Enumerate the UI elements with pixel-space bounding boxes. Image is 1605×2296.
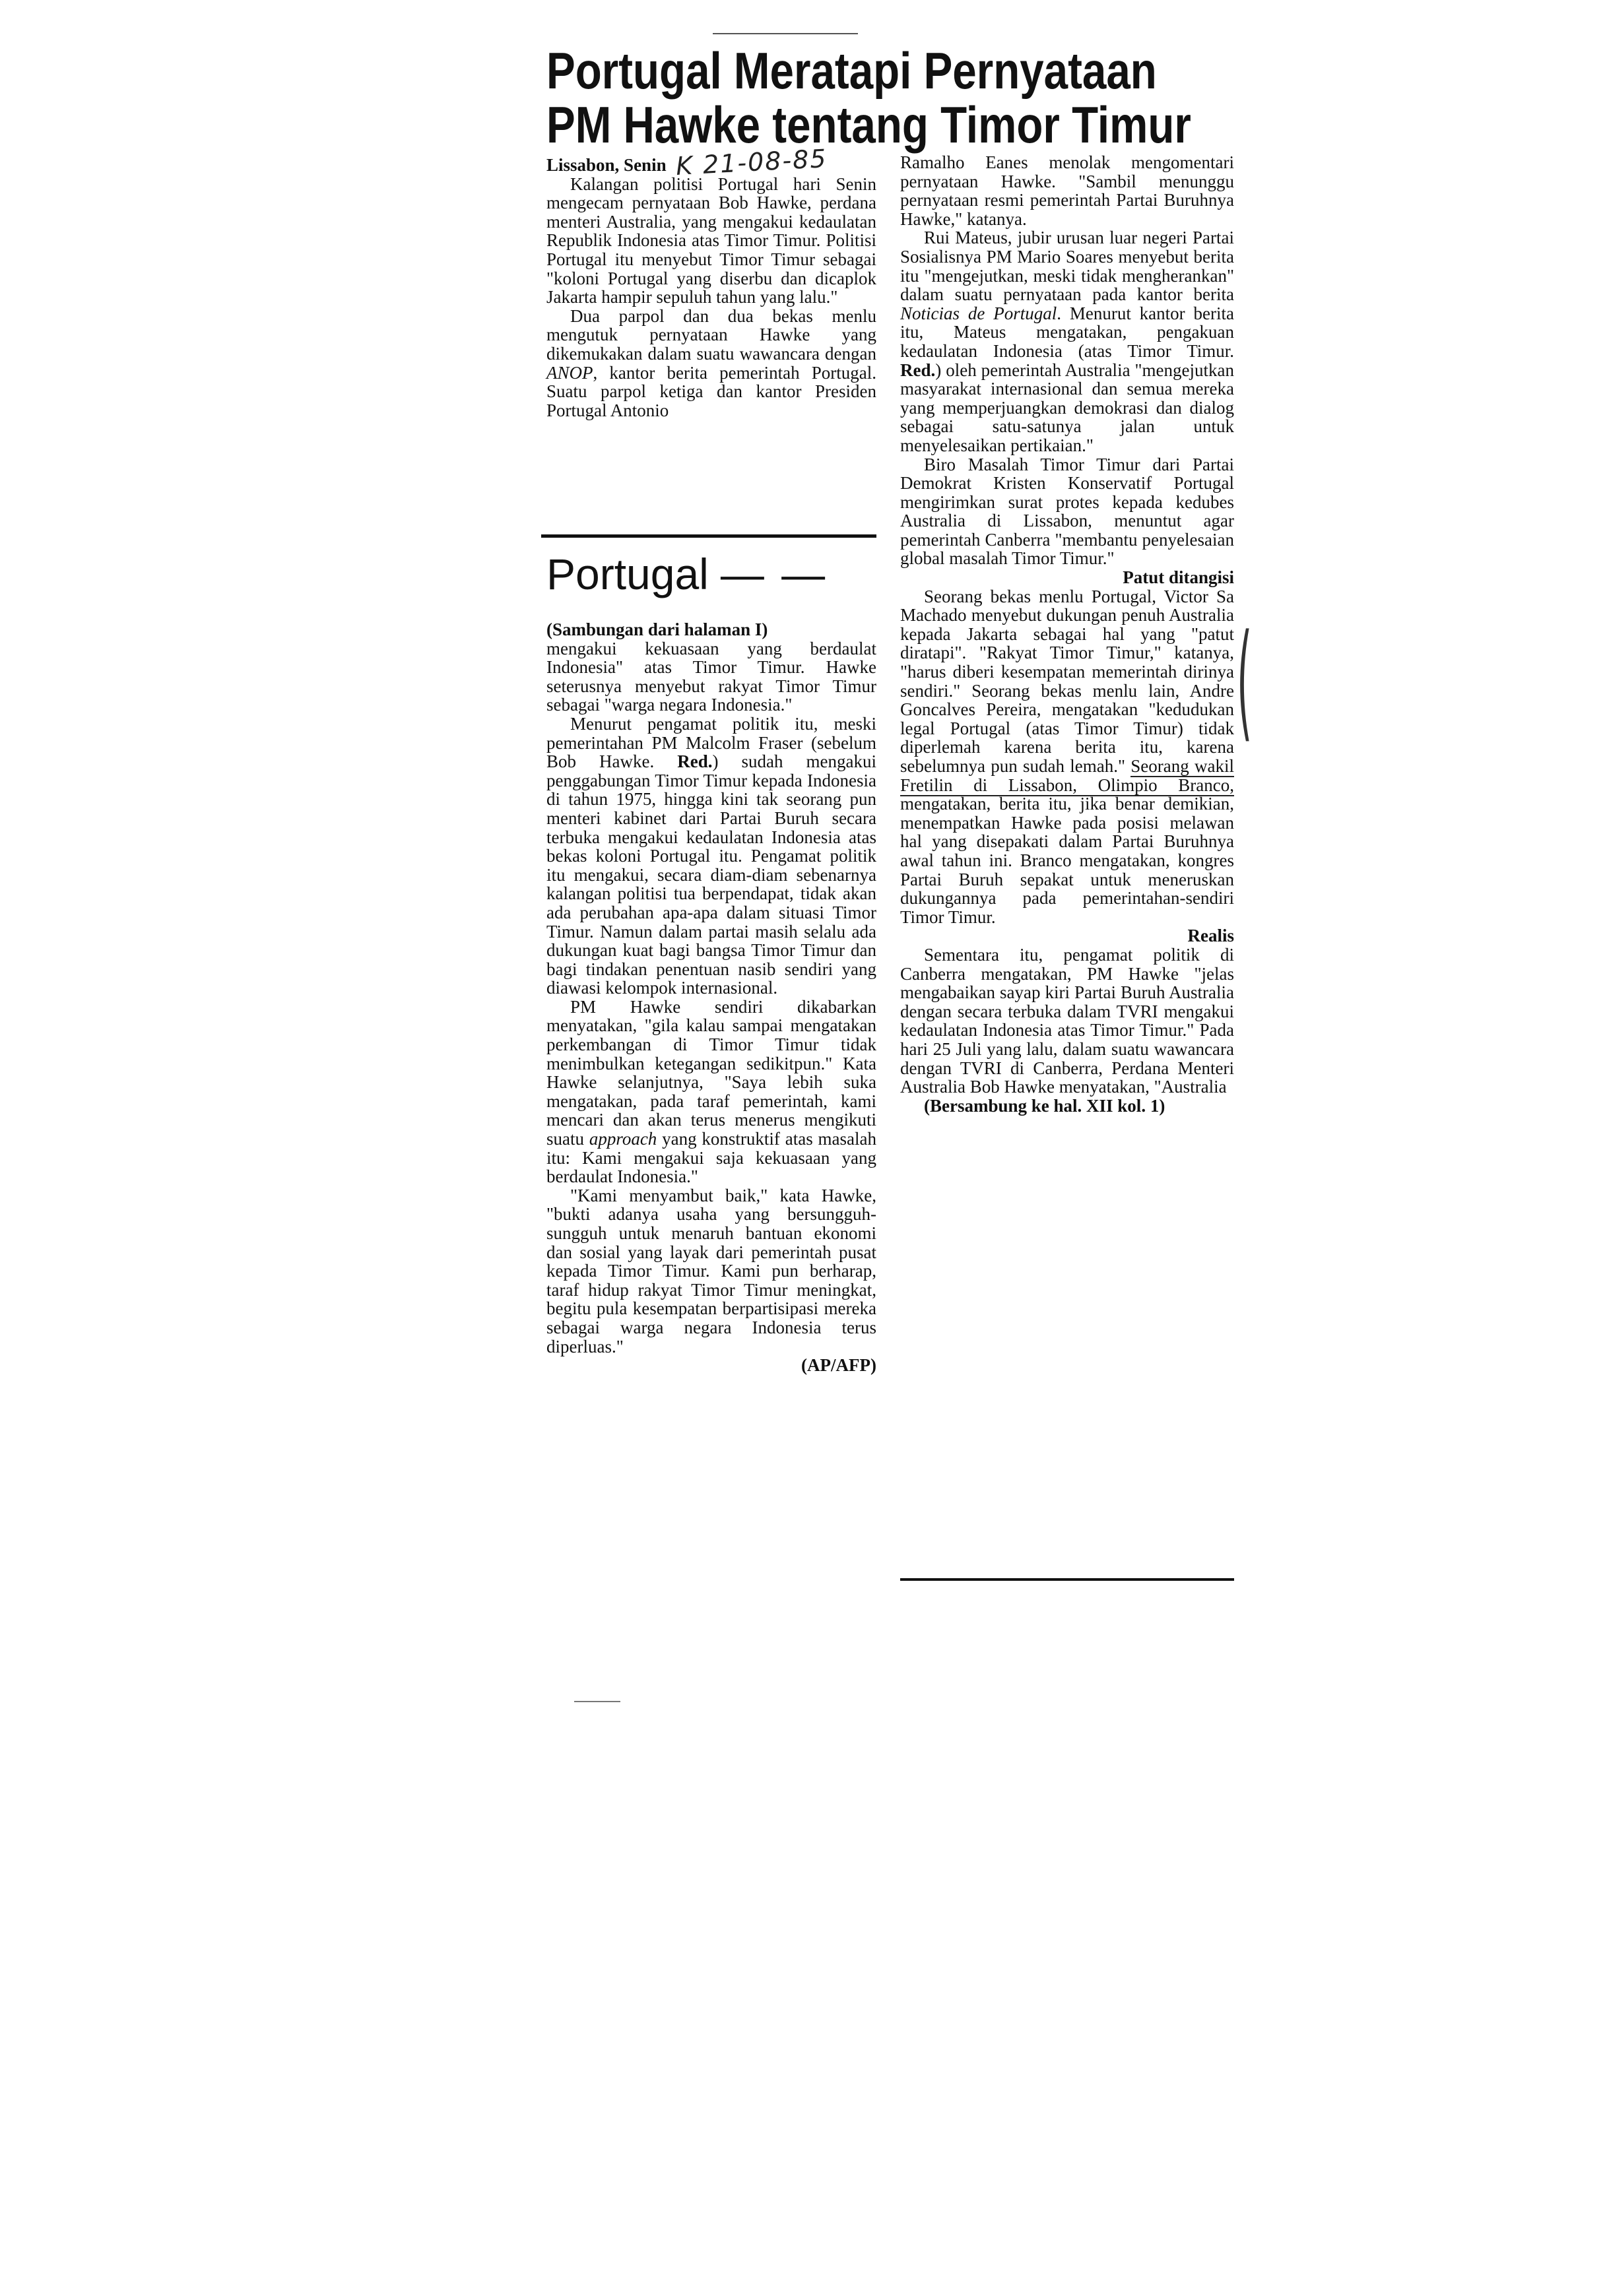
continuation-column [546,620,876,1375]
underlined-text: Seorang wakil Fretilin di Lissabon, Olimpio Branco, [900,756,1234,795]
paragraph: Kalangan politisi Portugal hari Senin mengecam pernyataan Bob Hawke, perdana menteri Australia, yang mengakui kedaulatan Republik Indonesia atas Timor Timur. Politisi Portugal itu menyebut Timor Timur sebagai "koloni Portugal yang diserbu dan dicaplok Jakarta hampir sepuluh tahun yang lalu." [546,174,876,307]
text-run: mengatakan, berita itu, jika benar demikian, menempatkan Hawke pada posisi melawan hal yang disepakati dalam Partai Buruhnya awal tahun ini. Branco mengatakan, kongres Partai Buruh sepakat untuk meneruskan dukungannya pada pemerintahan-sendiri Timor Timur. [900,794,1234,927]
handwritten-date: K 21-08-85 [675,144,828,181]
text-run: PM Hawke sendiri dikabarkan menyatakan, "gila kalau sampai mengatakan perkembangan di Timor Timur tidak menimbulkan ketegangan sedikitpun." Kata Hawke selanjutnya, "Saya lebih suka mengatakan, pada taraf pemerintah, kami mencari dan akan terus menerus mengikuti suatu [546,996,876,1149]
paragraph [900,587,1234,927]
italic-text: approach [589,1129,657,1149]
headline [546,42,1191,154]
paragraph [900,228,1234,455]
credit: (AP/AFP) [801,1355,876,1376]
continued-note: (Bersambung ke hal. XII kol. 1) [924,1095,1165,1116]
bold-text: Red. [677,751,713,772]
text-run: . Menurut kantor berita itu, Mateus mengatakan, pengakuan kedaulatan Indonesia (atas Timor Timur. [900,303,1234,361]
paragraph: Ramalho Eanes menolak mengomentari pernyataan Hawke. "Sambil menunggu pernyataan resmi pemerintah Partai Buruhnya Hawke," katanya. [900,152,1234,229]
end-stub-mark [574,1701,620,1702]
bottom-rule [900,1578,1234,1581]
dateline-paragraph [546,144,876,181]
text-run: Menurut pengamat politik itu, meski pemerintahan PM Malcolm Fraser (sebelum Bob Hawke. [546,713,876,772]
section-divider [541,534,876,538]
subheading: Patut ditangisi [1123,567,1234,588]
margin-brace-mark: ( [1237,608,1253,756]
subheading: Realis [1187,926,1234,946]
column-2 [900,153,1234,1115]
text-run: yang konstruktif atas masalah itu: Kami mengakui saja kekuasaan yang berdaulat Indonesia." [546,1129,876,1187]
text-run: Dua parpol dan dua bekas menlu mengutuk pernyataan Hawke yang dikemukakan dalam suatu wawancara dengan [546,305,876,364]
headline-line-1: Portugal Meratapi Pernyataan [546,42,1157,100]
italic-text: ANOP [546,362,593,383]
text-run: , kantor berita pemerintah Portugal. Suatu parpol ketiga dan kantor Presiden Portugal Antonio [546,362,876,420]
paragraph: "Kami menyambut baik," kata Hawke, "bukti adanya usaha yang bersungguh-sungguh untuk menaruh bantuan ekonomi dan sosial yang layak dari pemerintah pusat kepada Timor Timur. Kami pun berharap, taraf hidup rakyat Timor Timur meningkat, begitu pula kesempatan berpartisipasi mereka sebagai warga negara Indonesia terus diperluas." [546,1185,876,1356]
continuation-heading [546,548,828,600]
continuation-source: (Sambungan dari halaman I) [546,620,768,639]
text-run: Seorang bekas menlu Portugal, Victor Sa Machado menyebut dukungan penuh Australia kepada Jakarta sebagai hal yang "patut diratapi". "Rakyat Timor Timur," katanya, "harus diberi kesempatan memerintah dirinya sendiri." Seorang bekas menlu lain, Andre Goncalves Pereira, mengatakan "kedudukan legal Portugal (atas Timor Timur) tidak diperlemah karena berita itu, karena sebelumnya pun sudah lemah." [900,586,1234,776]
headline-line-2: PM Hawke tentang Timor Timur [546,96,1191,154]
text-run: ) oleh pemerintah Australia "mengejutkan masyarakat internasional dan semua mereka yang memperjuangkan demokrasi dan dialog sebagai satu-satunya jalan untuk menyelesaikan pertikaian." [900,360,1234,455]
paragraph [546,715,876,998]
continuation-title: Portugal [546,550,709,598]
paragraph: Sementara itu, pengamat politik di Canberra mengatakan, PM Hawke "jelas mengabaikan sayap kiri Partai Buruh Australia dengan secara terbuka dalam TVRI mengakui kedaulatan Indonesia atas Timor Timur." Pada hari 25 Juli yang lalu, dalam suatu wawancara dengan TVRI di Canberra, Perdana Menteri Australia Bob Hawke menyatakan, "Australia [900,944,1234,1097]
column-1 [546,144,876,420]
dateline: Lissabon, Senin [546,155,667,175]
paragraph [546,307,876,420]
text-run: ) sudah mengakui penggabungan Timor Timur kepada Indonesia di tahun 1975, hingga kini tak seorang pun menteri kabinet dari Partai Buruh secara terbuka mengakui kedaulatan Indonesia atas bekas koloni Portugal itu. Pengamat politik itu mengakui, secara diam-diam sebenarnya kalangan politisi tua berpendapat, tidak akan ada perubahan apa-apa dalam situasi Timor Timur. Namun dalam partai masih selalu ada dukungan kuat bagi bangsa Timor Timur dan bagi tindakan penentuan nasib sendiri yang diawasi kelompok internasional. [546,751,876,998]
paragraph [546,998,876,1186]
paragraph: Biro Masalah Timor Timur dari Partai Demokrat Kristen Konservatif Portugal mengirimkan surat protes kepada kedubes Australia di Lissabon, menuntut agar pemerintah Canberra "membantu penyelesaian global masalah Timor Timur." [900,454,1234,569]
paragraph: mengakui kekuasaan yang berdaulat Indonesia" atas Timor Timur. Hawke seterusnya menyebut rakyat Timor Timur sebagai "warga negara Indonesia." [546,638,876,715]
top-rule [713,33,858,34]
italic-text: Noticias de Portugal [900,303,1057,323]
text-run: Rui Mateus, jubir urusan luar negeri Partai Sosialisnya PM Mario Soares menyebut berita itu "mengejutkan, meski tidak mengherankan" dalam suatu pernyataan pada kantor berita [900,228,1234,305]
continuation-dashes: — — [720,550,828,598]
bold-text: Red. [900,360,936,380]
